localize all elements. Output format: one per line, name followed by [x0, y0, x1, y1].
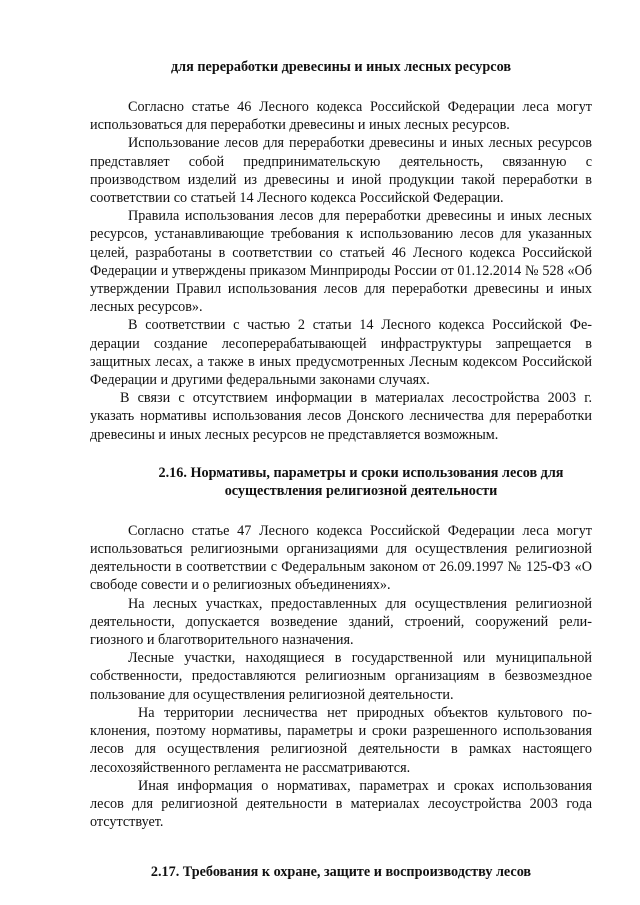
- paragraph: Лесные участки, находящиеся в государственной или муниципальной собственности, предоставляются религиозным организациям в безвозмездное пользование для осуществления религиозной деятельности.: [90, 650, 592, 703]
- section-heading-timber-processing: для переработки древесины и иных лесных ресурсов: [170, 59, 511, 75]
- section-heading-2-16: 2.16. Нормативы, параметры и сроки использования лесов для осуществления религиозной деятельности: [158, 464, 564, 499]
- paragraph: На территории лесничества нет природных объектов культового поклонения, поэтому нормативы, параметры и сроки разрешенного использования лесов для осуществления религиозной деятельности в рамках настоящего лесохозяйственного регламента не рассматриваются.: [90, 704, 592, 776]
- section-heading-2-17: 2.17. Требования к охране, защите и воспроизводству лесов: [150, 864, 532, 881]
- paragraph: В связи с отсутствием информации в материалах лесостройства 2003 г. указать нормативы использования лесов Донского лесничества для переработки древесины и иных лесных ресурсов не представляется возможным.: [90, 390, 592, 443]
- paragraph: Согласно статье 47 Лесного кодекса Российской Федерации леса могут использоваться религиозными организациями для осуществления религиозной деятельности в соответствии с Федеральным законом от 26.09.1997 № 125-ФЗ «О свободе совести и о религиозных объединениях».: [90, 522, 592, 594]
- document-page: [90, 58, 592, 881]
- paragraph: Использование лесов для переработки древесины и иных лесных ресурсов представляет собой предпринимательскую деятельность, связанную с производством изделий из древесины и иной продукции такой переработки в соответствии со статьей 14 Лесного кодекса Российской Федерации.: [90, 135, 592, 207]
- paragraph: Согласно статье 46 Лесного кодекса Российской Федерации леса могут использоваться для переработки древесины и иных лесных ресурсов.: [90, 99, 592, 134]
- paragraph: На лесных участках, предоставленных для осуществления религиозной деятельности, допускается возведение зданий, строений, сооружений религиозного и благотворительного назначения.: [90, 595, 592, 649]
- paragraph: В соответствии с частью 2 статьи 14 Лесного кодекса Российской Федерации создание лесоперерабатывающей инфраструктуры запрещается в защитных лесах, а также в иных предусмотренных Лесным кодексом Российской Федерации и другими федеральными законами случаях.: [90, 317, 592, 389]
- paragraph: Правила использования лесов для переработки древесины и иных лесных ресурсов, устанавливающие требования к использованию лесов для указанных целей, разработаны в соответствии со статьей 46 Лесного кодекса Российской Федерации и утверждены приказом Минприроды России от 01.12.2014 № 528 «Об утверждении Правил использования лесов для переработки древесины и иных лесных ресурсов».: [90, 208, 592, 316]
- paragraph: Иная информация о нормативах, параметрах и сроках использования лесов для религиозной деятельности в материалах лесоустройства 2003 года отсутствует.: [90, 777, 592, 831]
